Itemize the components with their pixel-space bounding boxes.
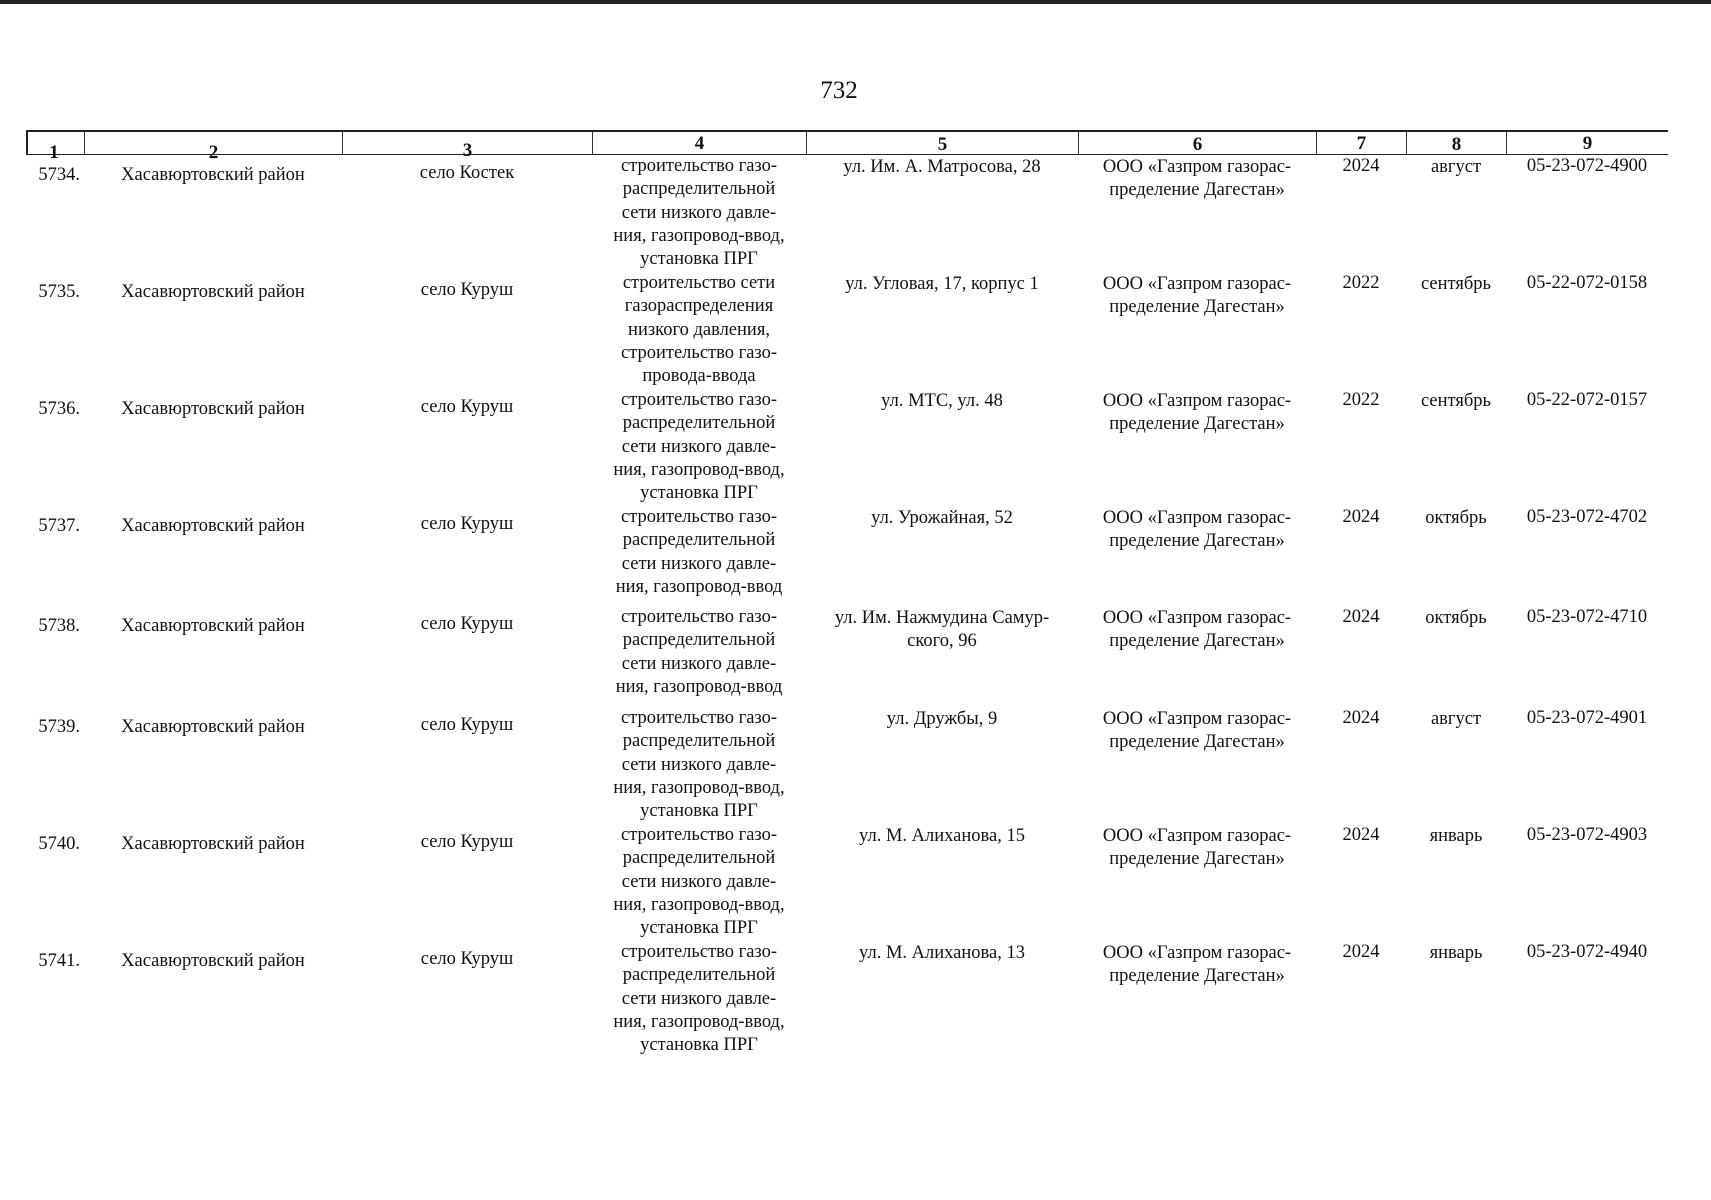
- code-cell: 05-23-072-4940: [1526, 942, 1648, 962]
- organization-cell: ООО «Газпром газорас- пределение Дагестан»: [1102, 274, 1292, 318]
- district-cell: Хасавюртовский район: [121, 282, 305, 302]
- row-number: 5734.: [38, 165, 80, 185]
- code-cell: 05-23-072-4901: [1526, 708, 1648, 728]
- column-header-6: 6: [1078, 132, 1316, 154]
- organization-cell: ООО «Газпром газорас- пределение Дагестан»: [1102, 391, 1292, 435]
- column-header-1: 1: [26, 132, 84, 154]
- work-description-cell: строительство газо- распределительной сети низкого давле- ния, газопровод-ввод, установка ПРГ: [613, 156, 785, 270]
- table-row: [26, 606, 1668, 707]
- settlement-cell: село Костек: [419, 163, 515, 183]
- settlement-cell: село Куруш: [420, 514, 514, 534]
- district-cell: Хасавюртовский район: [121, 717, 305, 737]
- organization-cell: ООО «Газпром газорас- пределение Дагестан»: [1102, 608, 1292, 652]
- year-cell: 2022: [1342, 390, 1380, 410]
- year-cell: 2024: [1342, 156, 1380, 176]
- row-number: 5741.: [38, 951, 80, 971]
- month-cell: январь: [1429, 943, 1483, 963]
- address-cell: ул. М. Алиханова, 15: [859, 826, 1025, 846]
- column-header-9: 9: [1506, 132, 1668, 154]
- row-number: 5739.: [38, 717, 80, 737]
- column-header-4: 4: [592, 132, 806, 154]
- table-row: [26, 389, 1668, 506]
- year-cell: 2024: [1342, 942, 1380, 962]
- row-number: 5738.: [38, 616, 80, 636]
- year-cell: 2024: [1342, 825, 1380, 845]
- month-cell: сентябрь: [1421, 274, 1491, 294]
- table-row: [26, 506, 1668, 606]
- organization-cell: ООО «Газпром газорас- пределение Дагестан»: [1102, 826, 1292, 870]
- code-cell: 05-23-072-4900: [1526, 156, 1648, 176]
- address-cell: ул. Дружбы, 9: [886, 709, 998, 729]
- code-cell: 05-22-072-0158: [1526, 273, 1648, 293]
- work-description-cell: строительство сети газораспределения низкого давления, строительство газо- провода-ввода: [620, 273, 778, 387]
- organization-cell: ООО «Газпром газорас- пределение Дагестан»: [1102, 943, 1292, 987]
- code-cell: 05-22-072-0157: [1526, 390, 1648, 410]
- column-header-8: 8: [1406, 132, 1506, 154]
- organization-cell: ООО «Газпром газорас- пределение Дагестан»: [1102, 157, 1292, 201]
- work-description-cell: строительство газо- распределительной сети низкого давле- ния, газопровод-ввод, установка ПРГ: [613, 825, 785, 939]
- work-description-cell: строительство газо- распределительной сети низкого давле- ния, газопровод-ввод: [615, 607, 783, 697]
- column-header-2: 2: [84, 132, 342, 154]
- row-number: 5735.: [38, 282, 80, 302]
- code-cell: 05-23-072-4903: [1526, 825, 1648, 845]
- district-cell: Хасавюртовский район: [121, 516, 305, 536]
- scan-top-edge: [0, 0, 1711, 4]
- code-cell: 05-23-072-4710: [1526, 607, 1648, 627]
- organization-cell: ООО «Газпром газорас- пределение Дагестан»: [1102, 709, 1292, 753]
- work-description-cell: строительство газо- распределительной сети низкого давле- ния, газопровод-ввод: [615, 507, 783, 597]
- page-number: 732: [820, 77, 858, 104]
- column-header-5: 5: [806, 132, 1078, 154]
- month-cell: август: [1430, 709, 1482, 729]
- address-cell: ул. Им. Нажмудина Самур- ского, 96: [834, 608, 1050, 652]
- month-cell: октябрь: [1425, 508, 1487, 528]
- settlement-cell: село Куруш: [420, 715, 514, 735]
- address-cell: ул. Урожайная, 52: [871, 508, 1013, 528]
- column-header-3: 3: [342, 132, 592, 154]
- settlement-cell: село Куруш: [420, 280, 514, 300]
- work-description-cell: строительство газо- распределительной сети низкого давле- ния, газопровод-ввод, установка ПРГ: [613, 390, 785, 504]
- table-row: [26, 272, 1668, 389]
- year-cell: 2024: [1342, 708, 1380, 728]
- work-description-cell: строительство газо- распределительной сети низкого давле- ния, газопровод-ввод, установка ПРГ: [613, 708, 785, 822]
- table-row: [26, 941, 1668, 1061]
- year-cell: 2024: [1342, 507, 1380, 527]
- district-cell: Хасавюртовский район: [121, 616, 305, 636]
- code-cell: 05-23-072-4702: [1526, 507, 1648, 527]
- month-cell: октябрь: [1425, 608, 1487, 628]
- address-cell: ул. Им. А. Матросова, 28: [843, 157, 1041, 177]
- settlement-cell: село Куруш: [420, 832, 514, 852]
- month-cell: август: [1430, 157, 1482, 177]
- address-cell: ул. М. Алиханова, 13: [859, 943, 1025, 963]
- address-cell: ул. Угловая, 17, корпус 1: [845, 274, 1039, 294]
- district-cell: Хасавюртовский район: [121, 834, 305, 854]
- column-header-7: 7: [1316, 132, 1406, 154]
- work-description-cell: строительство газо- распределительной сети низкого давле- ния, газопровод-ввод, установка ПРГ: [613, 942, 785, 1056]
- table-body: [26, 155, 1668, 1061]
- address-cell: ул. МТС, ул. 48: [881, 391, 1003, 411]
- year-cell: 2024: [1342, 607, 1380, 627]
- settlement-cell: село Куруш: [420, 614, 514, 634]
- table-header-row: [26, 130, 1668, 163]
- table-row: [26, 707, 1668, 824]
- gas-objects-table: [26, 130, 1668, 1061]
- row-number: 5737.: [38, 516, 80, 536]
- year-cell: 2022: [1342, 273, 1380, 293]
- row-number: 5740.: [38, 834, 80, 854]
- settlement-cell: село Куруш: [420, 397, 514, 417]
- row-number: 5736.: [38, 399, 80, 419]
- district-cell: Хасавюртовский район: [121, 399, 305, 419]
- settlement-cell: село Куруш: [420, 949, 514, 969]
- month-cell: январь: [1429, 826, 1483, 846]
- district-cell: Хасавюртовский район: [121, 951, 305, 971]
- district-cell: Хасавюртовский район: [121, 165, 305, 185]
- month-cell: сентябрь: [1421, 391, 1491, 411]
- table-row: [26, 824, 1668, 941]
- table-row: [26, 155, 1668, 272]
- organization-cell: ООО «Газпром газорас- пределение Дагестан»: [1102, 508, 1292, 552]
